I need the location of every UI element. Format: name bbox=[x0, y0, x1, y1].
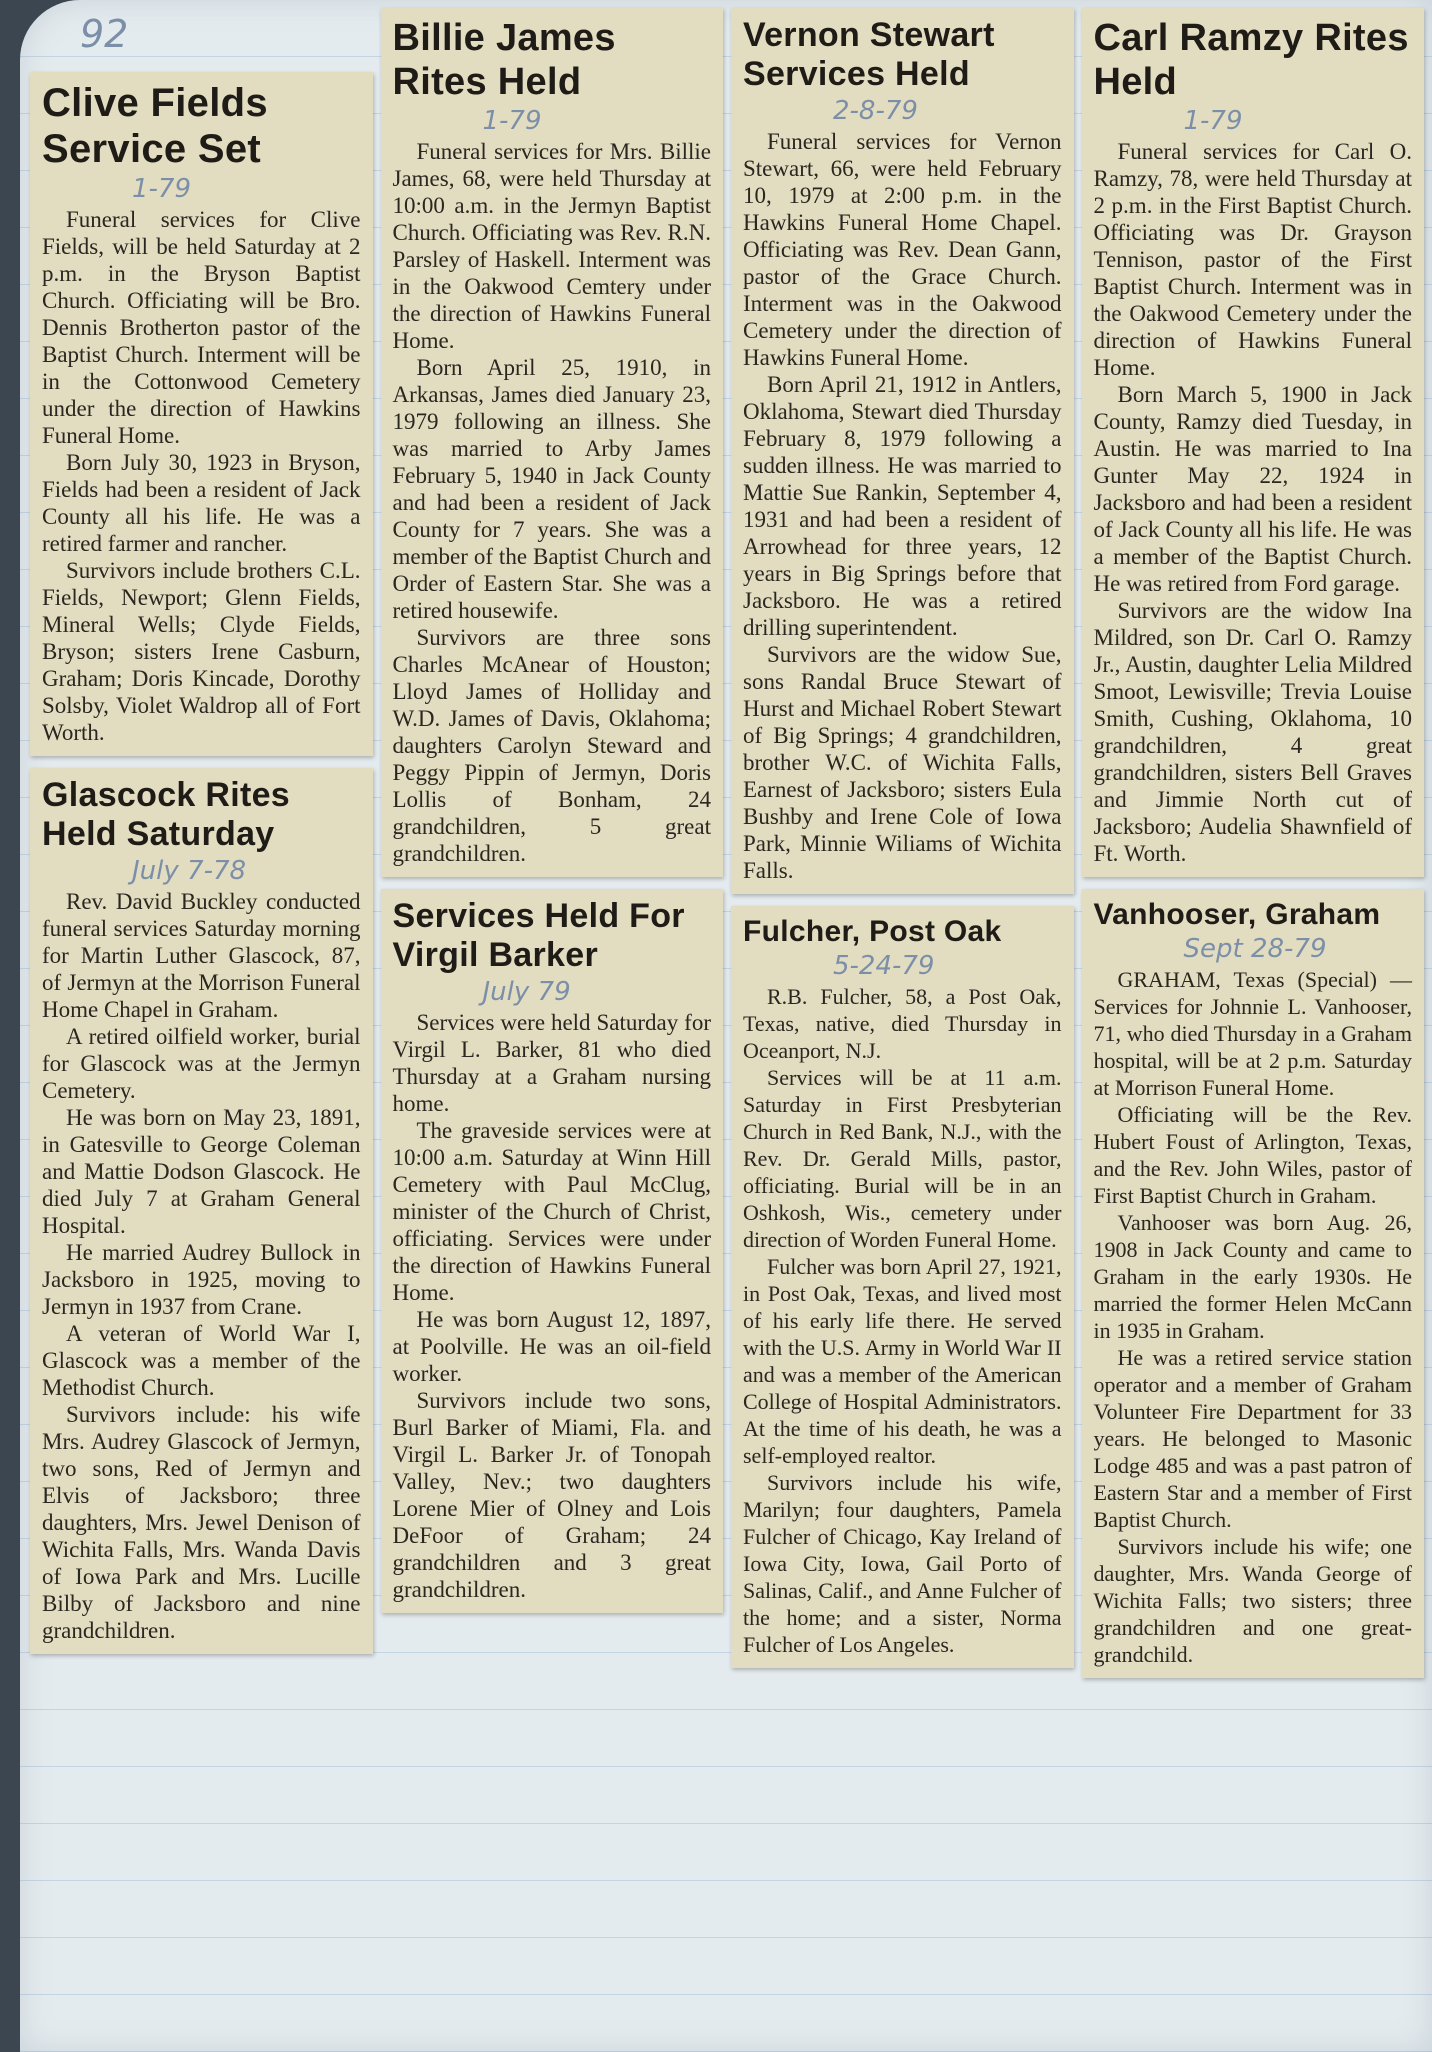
handwritten-date-note: 2-8-79 bbox=[833, 96, 918, 126]
handwritten-date-note: Sept 28-79 bbox=[1183, 934, 1327, 964]
column-2 bbox=[381, 8, 724, 1613]
clipping-paragraph: He married Audrey Bullock in Jacksboro in 1925, moving to Jermyn in 1937 from Crane. bbox=[42, 1240, 361, 1319]
clipping-paragraph: He was a retired service station operator and a member of Graham Volunteer Fire Department for 33 years. He belonged to Masonic Lodge 485 and was a past patron of Eastern Star and a member of First Baptist Church. bbox=[1093, 1345, 1412, 1532]
clipping-headline: Carl Ramzy Rites Held bbox=[1093, 17, 1409, 103]
scrapbook-page bbox=[20, 0, 1432, 2052]
clipping-paragraph: Survivors are three sons Charles McAnear of Houston; Lloyd James of Holliday and W.D. James of Davis, Oklahoma; daughters Carolyn Steward and Peggy Pippin of Jermyn, Doris Lollis of Bonham, 24 grandchildren, 5 great grandchildren. bbox=[392, 625, 711, 866]
handwritten-date-note: 1-79 bbox=[132, 174, 192, 204]
column-3 bbox=[731, 8, 1074, 1668]
clipping-paragraph: Born April 25, 1910, in Arkansas, James died January 23, 1979 following an illness. She was married to Arby James February 5, 1940 in Jack County and had been a resident of Jack County for 7 years. She was a member of the Baptist Church and Order of Eastern Star. She was a retired housewife. bbox=[392, 355, 711, 623]
handwritten-date-note: 1-79 bbox=[482, 106, 542, 136]
clipping-paragraph: Rev. David Buckley conducted funeral services Saturday morning for Martin Luther Glascock, 87, of Jermyn at the Morrison Funeral Home Chapel in Graham. bbox=[42, 889, 361, 1022]
obituary-clipping-virgil-barker bbox=[381, 889, 724, 1613]
clipping-paragraph: R.B. Fulcher, 58, a Post Oak, Texas, native, died Thursday in Oceanport, N.J. bbox=[743, 984, 1062, 1063]
clipping-paragraph: Survivors include his wife; one daughter, Mrs. Wanda George of Wichita Falls; two sisters; three grandchildren and one great-grandchild. bbox=[1093, 1534, 1412, 1667]
clipping-columns bbox=[30, 8, 1424, 1678]
clipping-headline: Services Held For Virgil Barker bbox=[392, 897, 685, 974]
obituary-clipping-vanhooser bbox=[1082, 889, 1425, 1678]
clipping-body bbox=[393, 1009, 712, 1603]
clipping-paragraph: Vanhooser was born Aug. 26, 1908 in Jack County and came to Graham in the early 1930s. He married the former Helen McCann in 1935 in Graham. bbox=[1093, 1210, 1412, 1343]
clipping-body bbox=[42, 888, 361, 1644]
clipping-paragraph: The graveside services were at 10:00 a.m. Saturday at Winn Hill Cemetery with Paul McClug, minister of the Church of Christ, officiating. Services were under the direction of Hawkins Funeral Home. bbox=[392, 1118, 711, 1305]
clipping-body bbox=[1094, 138, 1413, 867]
clipping-headline: Vanhooser, Graham bbox=[1093, 898, 1381, 931]
clipping-headline: Billie James Rites Held bbox=[392, 17, 616, 103]
handwritten-date-note: 5-24-79 bbox=[833, 951, 935, 981]
clipping-paragraph: Survivors are the widow Ina Mildred, son Dr. Carl O. Ramzy Jr., Austin, daughter Lelia Mildred Smoot, Lewisville; Trevia Louise Smith, Cushing, Oklahoma, 10 grandchildren, 4 great grandchildren, sisters Bell Graves and Jimmie North cut of Jacksboro; Audelia Shawnfield of Ft. Worth. bbox=[1093, 598, 1412, 866]
clipping-body bbox=[743, 983, 1062, 1658]
clipping-body bbox=[743, 128, 1062, 884]
obituary-clipping-clive-fields bbox=[30, 72, 373, 756]
clipping-paragraph: Survivors include: his wife Mrs. Audrey Glascock of Jermyn, two sons, Red of Jermyn and Elvis of Jacksboro; three daughters, Mrs. Jewel Denison of Wichita Falls, Mrs. Wanda Davis of Iowa Park and Mrs. Lucille Bilby of Jacksboro and nine grandchildren. bbox=[42, 1402, 361, 1643]
clipping-paragraph: Funeral services for Clive Fields, will be held Saturday at 2 p.m. in the Bryson Baptist Church. Officiating will be Bro. Dennis Brotherton pastor of the Baptist Church. Interment will be in the Cottonwood Cemetery under the direction of Hawkins Funeral Home. bbox=[42, 207, 361, 448]
obituary-clipping-carl-ramzy bbox=[1082, 8, 1425, 877]
clipping-paragraph: A veteran of World War I, Glascock was a member of the Methodist Church. bbox=[42, 1321, 361, 1400]
clipping-paragraph: Survivors include two sons, Burl Barker of Miami, Fla. and Virgil L. Barker Jr. of Tonopah Valley, Nev.; two daughters Lorene Mier of Olney and Lois DeFoor of Graham; 24 grandchildren and 3 great grandchildren. bbox=[392, 1388, 711, 1602]
obituary-clipping-billie-james bbox=[381, 8, 724, 877]
clipping-paragraph: Fulcher was born April 27, 1921, in Post Oak, Texas, and lived most of his early life there. He served with the U.S. Army in World War II and was a member of the American College of Hospital Administrators. At the time of his death, he was a self-employed realtor. bbox=[743, 1254, 1062, 1468]
clipping-paragraph: He was born August 12, 1897, at Poolville. He was an oil-field worker. bbox=[392, 1307, 711, 1386]
clipping-paragraph: Born July 30, 1923 in Bryson, Fields had been a resident of Jack County all his life. He was a retired farmer and rancher. bbox=[42, 450, 361, 556]
clipping-headline: Clive Fields Service Set bbox=[42, 81, 268, 171]
clipping-paragraph: Officiating will be the Rev. Hubert Foust of Arlington, Texas, and the Rev. John Wiles, pastor of First Baptist Church in Graham. bbox=[1093, 1102, 1412, 1208]
clipping-paragraph: Survivors are the widow Sue, sons Randal Bruce Stewart of Hurst and Michael Robert Stewart of Big Springs; 4 grandchildren, brother W.C. of Wichita Falls, Earnest of Jacksboro; sisters Eula Bushby and Irene Cole of Iowa Park, Minnie Wiliams of Wichita Falls. bbox=[743, 642, 1062, 883]
clipping-body bbox=[393, 138, 712, 867]
handwritten-date-note: July 79 bbox=[482, 977, 571, 1007]
clipping-headline: Vernon Stewart Services Held bbox=[743, 16, 995, 93]
clipping-paragraph: GRAHAM, Texas (Special) — Services for Johnnie L. Vanhooser, 71, who died Thursday in a Graham hospital, will be at 2 p.m. Saturday at Morrison Funeral Home. bbox=[1093, 967, 1412, 1100]
handwritten-date-note: July 7-78 bbox=[132, 856, 247, 886]
column-1 bbox=[30, 8, 373, 1654]
clipping-paragraph: Services will be at 11 a.m. Saturday in First Presbyterian Church in Red Bank, N.J., with the Rev. Dr. Gerald Mills, pastor, officiating. Burial will be in an Oshkosh, Wis., cemetery under direction of Worden Funeral Home. bbox=[743, 1065, 1062, 1252]
clipping-paragraph: Services were held Saturday for Virgil L. Barker, 81 who died Thursday at a Graham nursing home. bbox=[392, 1010, 711, 1116]
clipping-paragraph: Born March 5, 1900 in Jack County, Ramzy died Tuesday, in Austin. He was married to Ina Gunter May 22, 1924 in Jacksboro and had been a resident of Jack County all his life. He was a member of the Baptist Church. He was retired from Ford garage. bbox=[1093, 382, 1412, 596]
clipping-paragraph: A retired oilfield worker, burial for Glascock was at the Jermyn Cemetery. bbox=[42, 1024, 361, 1103]
clipping-headline: Glascock Rites Held Saturday bbox=[42, 776, 290, 853]
page-number-note: 92 bbox=[80, 12, 129, 56]
clipping-body bbox=[42, 206, 361, 746]
clipping-body bbox=[1094, 966, 1413, 1668]
obituary-clipping-fulcher bbox=[731, 906, 1074, 1668]
clipping-paragraph: Survivors include brothers C.L. Fields, Newport; Glenn Fields, Mineral Wells; Clyde Fields, Bryson; sisters Irene Casburn, Graham; Doris Kincade, Dorothy Solsby, Violet Waldrop all of Fort Worth. bbox=[42, 558, 361, 745]
handwritten-date-note: 1-79 bbox=[1183, 106, 1243, 136]
clipping-headline: Fulcher, Post Oak bbox=[743, 915, 1002, 948]
obituary-clipping-vernon-stewart bbox=[731, 8, 1074, 894]
column-4 bbox=[1082, 8, 1425, 1678]
clipping-paragraph: Funeral services for Vernon Stewart, 66, were held February 10, 1979 at 2:00 p.m. in the Hawkins Funeral Home Chapel. Officiating was Rev. Dean Gann, pastor of the Grace Church. Interment was in the Oakwood Cemetery under the direction of Hawkins Funeral Home. bbox=[743, 129, 1062, 370]
clipping-paragraph: Funeral services for Mrs. Billie James, 68, were held Thursday at 10:00 a.m. in the Jermyn Baptist Church. Officiating was Rev. R.N. Parsley of Haskell. Interment was in the Oakwood Cemtery under the direction of Hawkins Funeral Home. bbox=[392, 139, 711, 353]
clipping-paragraph: He was born on May 23, 1891, in Gatesville to George Coleman and Mattie Dodson Glascock. He died July 7 at Graham General Hospital. bbox=[42, 1105, 361, 1238]
obituary-clipping-glascock bbox=[30, 768, 373, 1654]
clipping-paragraph: Born April 21, 1912 in Antlers, Oklahoma, Stewart died Thursday February 8, 1979 following a sudden illness. He was married to Mattie Sue Rankin, September 4, 1931 and had been a resident of Arrowhead for three years, 12 years in Big Springs before that Jacksboro. He was a retired drilling superintendent. bbox=[743, 372, 1062, 640]
clipping-paragraph: Funeral services for Carl O. Ramzy, 78, were held Thursday at 2 p.m. in the First Baptist Church. Officiating was Dr. Grayson Tennison, pastor of the First Baptist Church. Interment was in the Oakwood Cemetery under the direction of Hawkins Funeral Home. bbox=[1093, 139, 1412, 380]
clipping-paragraph: Survivors include his wife, Marilyn; four daughters, Pamela Fulcher of Chicago, Kay Ireland of Iowa City, Iowa, Gail Porto of Salinas, Calif., and Anne Fulcher of the home; and a sister, Norma Fulcher of Los Angeles. bbox=[743, 1470, 1062, 1657]
